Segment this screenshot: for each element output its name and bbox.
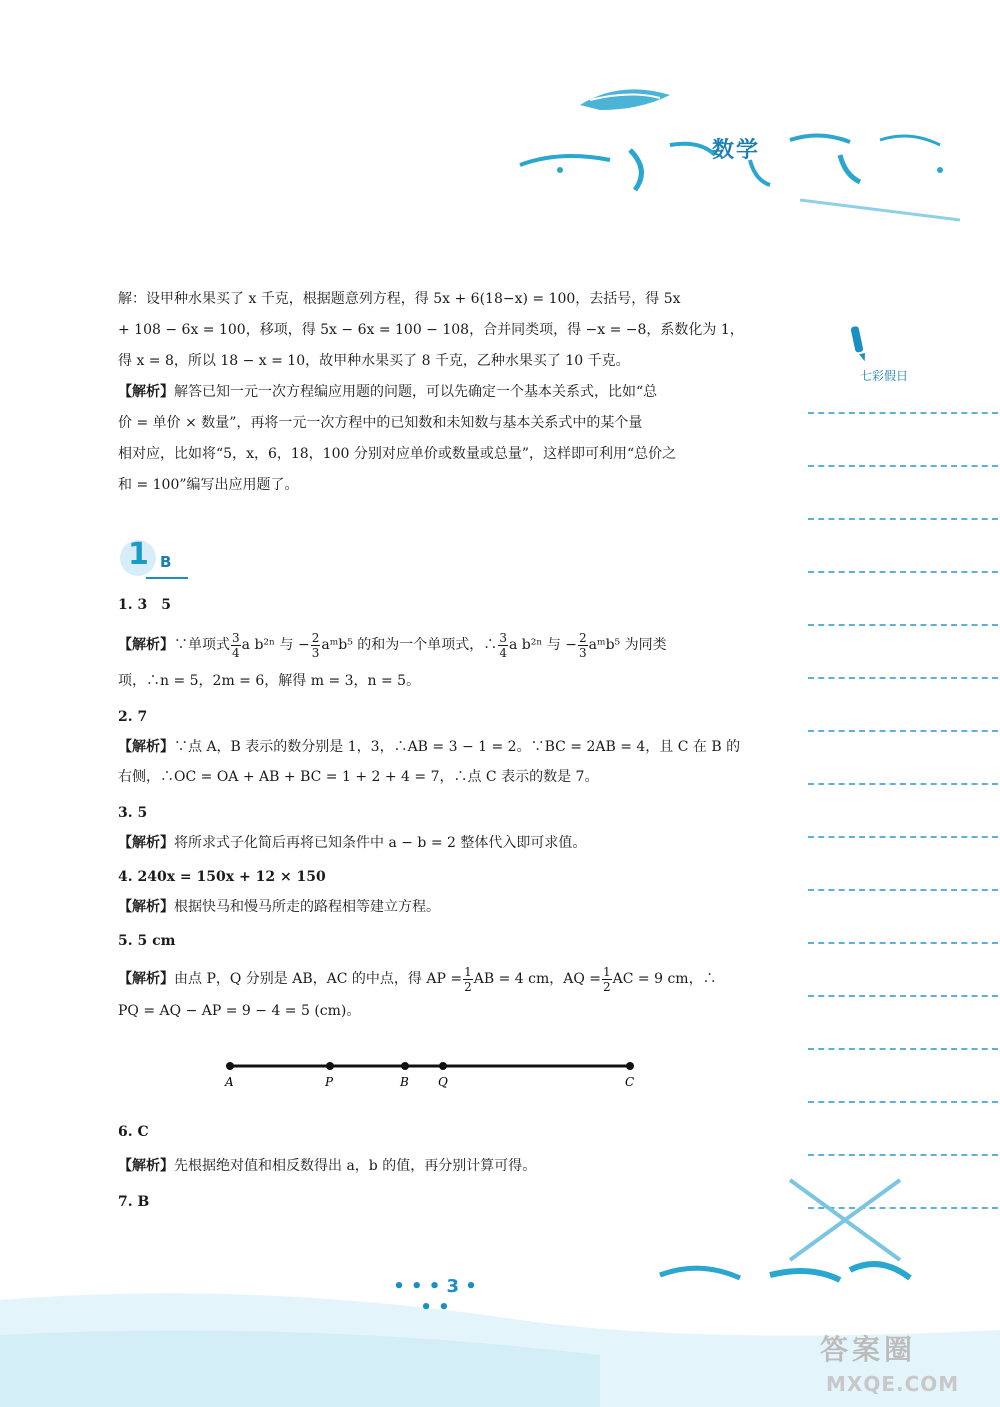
note-line [808,677,998,679]
denominator: 4 [232,645,240,660]
note-line [808,783,998,785]
answer-list [118,590,748,1026]
solution-line: + 108 − 6x = 100，移项，得 5x − 6x = 100 − 108，合并同类项，得 −x = −8，系数化为 1， [118,322,744,338]
pen-icon [848,324,870,364]
note-line [808,624,998,626]
numerator: 2 [311,630,320,645]
analysis-text: a b²ⁿ 与 − [241,637,310,653]
label-a: A [225,1075,234,1089]
answer-7: 7. B [118,1194,150,1210]
numerator: 1 [464,964,472,979]
analysis-text: 解答已知一元一次方程编应用题的问题，可以先确定一个基本关系式，比如“总 [174,384,658,400]
analysis-label: 【解析】 [118,971,174,987]
analysis-2 [118,732,748,762]
analysis-text: ∵单项式 [174,637,230,653]
analysis-line: 右侧，∴OC = OA + AB + BC = 1 + 2 + 4 = 7，∴点 C 表示的数是 7。 [118,769,599,785]
analysis-text: aᵐb⁵ 为同类 [588,637,667,653]
fraction [498,631,508,660]
analysis-line: PQ = AQ − AP = 9 − 4 = 5 (cm)。 [118,1003,361,1019]
answer-2: 2. 7 [118,709,148,725]
analysis-text: AB = 4 cm，AQ = [473,971,602,987]
solution-line: 解：设甲种水果买了 x 千克，根据题意列方程，得 5x + 6(18−x) = 100，去括号，得 5x [118,291,681,307]
fraction [602,965,612,994]
analysis-text: AC = 9 cm，∴ [612,971,717,987]
analysis-text: ∵点 A，B 表示的数分别是 1，3，∴AB = 3 − 1 = 2。∵BC = 2AB = 4，且 C 在 B 的 [174,739,741,755]
note-line [808,995,998,997]
answer-4: 4. 240x = 150x + 12 × 150 [118,869,326,885]
numerator: 1 [603,964,611,979]
analysis-text: 将所求式子化简后再将已知条件中 a − b = 2 整体代入即可求值。 [174,835,587,851]
segment-figure [220,1054,640,1094]
numerator: 3 [232,630,240,645]
solution-line: 得 x = 8，所以 18 − x = 10，故甲种水果买了 8 千克，乙种水果买了 10 千克。 [118,353,630,369]
label-q: Q [438,1075,448,1089]
note-line [808,518,998,520]
note-line [808,730,998,732]
denominator: 3 [579,645,587,660]
analysis-line: 相对应，比如将“5，x，6，18，100 分别对应单价或数量或总量”，这样即可利用“总价之 [118,446,677,462]
point-p [326,1062,334,1070]
note-line [808,889,998,891]
point-q [439,1062,447,1070]
analysis-line: 价 = 单价 × 数量”，再将一元一次方程中的已知数和未知数与基本关系式中的某个量 [118,415,643,431]
main-content [118,284,748,501]
analysis-label: 【解析】 [118,637,174,653]
subject-title: 数学 [712,138,761,163]
analysis-line: 项，∴n = 5，2m = 6，解得 m = 3，n = 5。 [118,673,421,689]
label-p: P [325,1075,334,1089]
analysis-label: 【解析】 [118,835,174,851]
note-line [808,1048,998,1050]
note-line [808,412,998,414]
numerator: 3 [499,630,507,645]
analysis-5 [118,962,748,996]
point-c [626,1062,634,1070]
note-line [808,942,998,944]
answer-3: 3. 5 [118,805,148,821]
analysis-label: 【解析】 [118,1158,174,1174]
analysis-label: 【解析】 [118,739,174,755]
analysis-3 [118,828,748,858]
denominator: 2 [603,979,611,994]
fraction [231,631,241,660]
analysis-text: 根据快马和慢马所走的路程相等建立方程。 [174,899,440,915]
numerator: 2 [579,630,587,645]
point-a [226,1062,234,1070]
analysis-4 [118,892,748,922]
analysis-1 [118,628,748,662]
analysis-label: 【解析】 [118,899,174,915]
fraction [463,965,473,994]
analysis-text: aᵐb⁵ 的和为一个单项式，∴ [321,637,498,653]
section-number: 1 [128,537,149,572]
sidebar-label: 七彩假日 [860,369,909,383]
watermark-text: 答案圈 [820,1333,917,1366]
page-number: • • • 3 • • • [393,1276,477,1318]
note-line [808,571,998,573]
label-b: B [400,1075,409,1089]
section-letter: B [160,553,172,571]
point-b [401,1062,409,1070]
answer-5: 5. 5 cm [118,933,176,949]
analysis-label: 【解析】 [118,384,174,400]
label-c: C [625,1075,635,1089]
note-line [808,1101,998,1103]
fraction [578,631,588,660]
watermark-url: MXQE.COM [826,1372,960,1396]
analysis-paragraph [118,377,748,408]
note-line [808,836,998,838]
denominator: 3 [311,645,320,660]
denominator: 2 [464,979,472,994]
answer-1: 1. 3 5 [118,597,171,613]
answer-6: 6. C [118,1124,149,1140]
note-line [808,1154,998,1156]
denominator: 4 [499,645,507,660]
analysis-line: 和 = 100”编写出应用题了。 [118,477,299,493]
analysis-text: 由点 P，Q 分别是 AB，AC 的中点，得 AP = [174,971,463,987]
analysis-text: a b²ⁿ 与 − [508,637,578,653]
note-line [808,465,998,467]
fraction [311,631,321,660]
analysis-text: 先根据绝对值和相反数得出 a，b 的值，再分别计算可得。 [174,1158,537,1174]
